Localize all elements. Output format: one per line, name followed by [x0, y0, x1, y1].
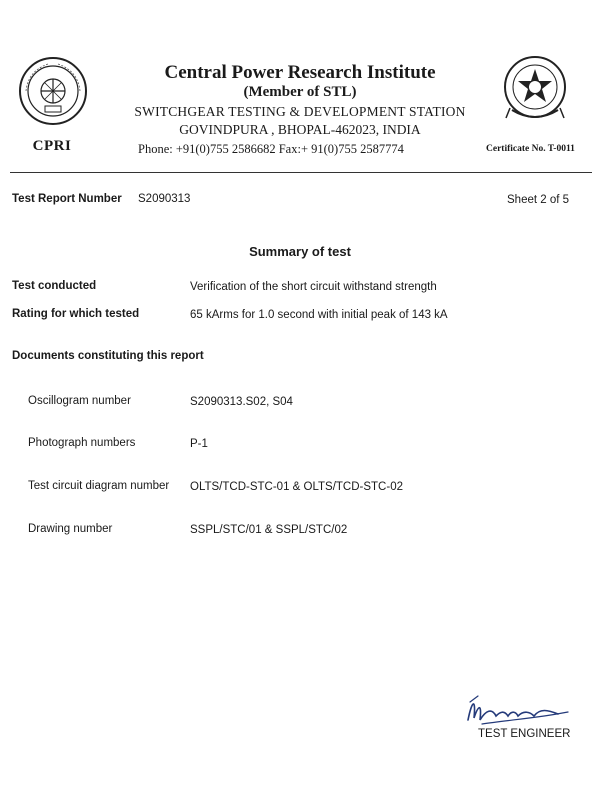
drawing-value: SSPL/STC/01 & SSPL/STC/02: [190, 524, 348, 536]
cpri-emblem-icon: [18, 56, 88, 126]
drawing-label: Drawing number: [28, 523, 113, 535]
report-number-value: S2090313: [138, 193, 191, 205]
documents-heading: Documents constituting this report: [12, 350, 204, 362]
sheet-indicator: Sheet 2 of 5: [507, 194, 570, 206]
rating-label: Rating for which tested: [12, 308, 140, 320]
test-conducted-value: Verification of the short circuit withstand strength: [190, 281, 437, 293]
photograph-label: Photograph numbers: [28, 437, 136, 449]
header-divider: [10, 172, 592, 173]
test-engineer-label: TEST ENGINEER: [478, 728, 571, 740]
certificate-number: Certificate No. T-0011: [486, 144, 575, 154]
accreditation-seal-icon: [498, 52, 572, 126]
contact-line: Phone: +91(0)755 2586682 Fax:+ 91(0)755 2587774: [138, 142, 404, 156]
summary-title: Summary of test: [249, 244, 351, 259]
address-line: GOVINDPURA , BHOPAL-462023, INDIA: [179, 122, 421, 137]
photograph-value: P-1: [190, 438, 208, 450]
handwritten-signature-icon: [458, 690, 578, 730]
cpri-logo-caption: CPRI: [32, 138, 72, 154]
oscillogram-label: Oscillogram number: [28, 395, 131, 407]
circuit-diagram-value: OLTS/TCD-STC-01 & OLTS/TCD-STC-02: [190, 481, 403, 493]
rating-value: 65 kArms for 1.0 second with initial peak of 143 kA: [190, 309, 448, 321]
test-conducted-label: Test conducted: [12, 280, 97, 292]
report-number-label: Test Report Number: [12, 193, 122, 205]
member-line: (Member of STL): [243, 84, 357, 100]
station-line: SWITCHGEAR TESTING & DEVELOPMENT STATION: [134, 104, 466, 119]
institute-title: Central Power Research Institute: [164, 62, 436, 83]
oscillogram-value: S2090313.S02, S04: [190, 396, 293, 408]
circuit-diagram-label: Test circuit diagram number: [28, 480, 170, 492]
